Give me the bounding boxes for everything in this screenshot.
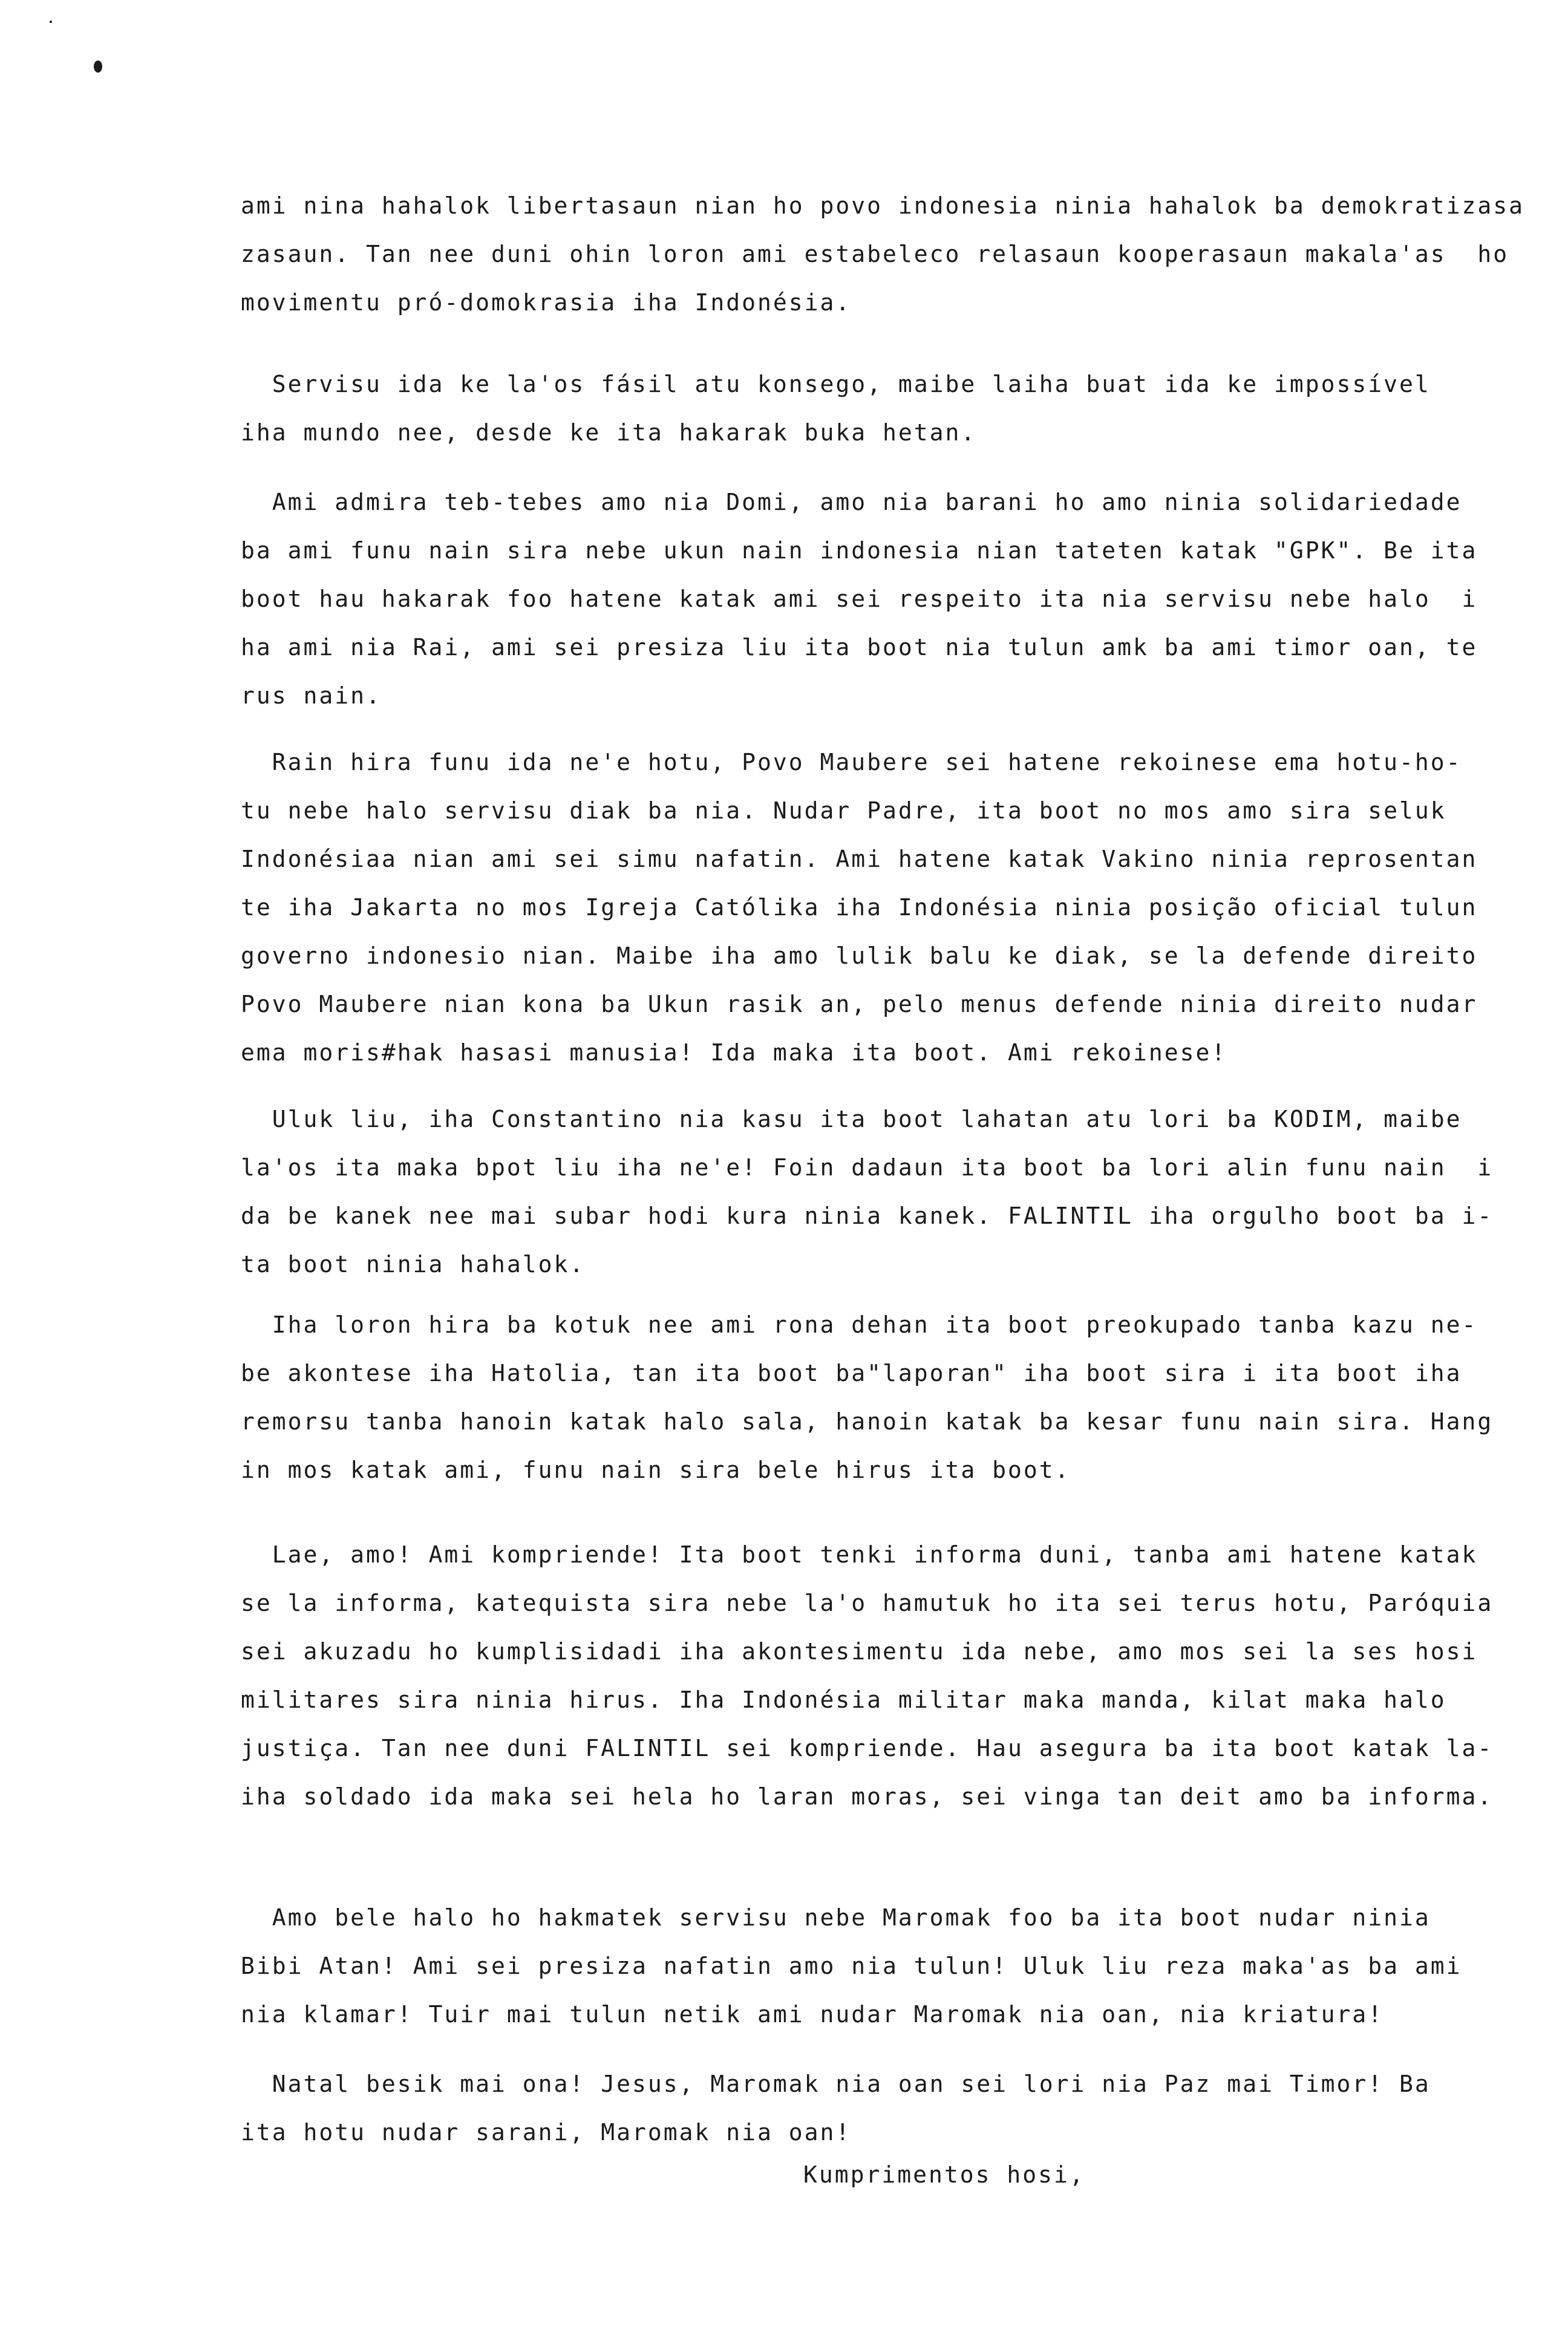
text-line: Povo Maubere nian kona ba Ukun rasik an, pelo menus defende ninia direito nudar	[241, 991, 1478, 1017]
paragraph	[241, 1530, 1493, 1821]
closing-salutation: Kumprimentos hosi,	[803, 2161, 1085, 2188]
page-speck-dot	[50, 21, 52, 23]
text-line: Lae, amo! Ami kompriende! Ita boot tenki informa duni, tanba ami hatene katak	[241, 1541, 1478, 1568]
text-line: boot hau hakarak foo hatene katak ami sei respeito ita nia servisu nebe halo i	[241, 586, 1478, 612]
text-line: be akontese iha Hatolia, tan ita boot ba"laporan" iha boot sira i ita boot iha	[241, 1360, 1462, 1386]
text-line: la'os ita maka bpot liu iha ne'e! Foin dadaun ita boot ba lori alin funu nain i	[241, 1154, 1494, 1181]
text-line: militares sira ninia hirus. Iha Indonésia militar maka manda, kilat maka halo	[241, 1686, 1446, 1713]
text-line: Ami admira teb-tebes amo nia Domi, amo nia barani ho amo ninia solidariedade	[241, 489, 1462, 515]
text-line: governo indonesio nian. Maibe iha amo lulik balu ke diak, se la defende direito	[241, 942, 1478, 969]
text-line: rus nain.	[241, 682, 382, 709]
text-line: justiça. Tan nee duni FALINTIL sei kompriende. Hau asegura ba ita boot katak la-	[241, 1735, 1494, 1761]
text-line: Amo bele halo ho hakmatek servisu nebe Maromak foo ba ita boot nudar ninia	[241, 1904, 1431, 1931]
text-line: Rain hira funu ida ne'e hotu, Povo Maubere sei hatene rekoinese ema hotu-ho-	[241, 749, 1462, 775]
text-line: Iha loron hira ba kotuk nee ami rona dehan ita boot preokupado tanba kazu ne-	[241, 1311, 1478, 1338]
text-line: te iha Jakarta no mos Igreja Católika iha Indonésia ninia posição oficial tulun	[241, 894, 1478, 921]
paragraph	[241, 1301, 1493, 1494]
text-line: Indonésiaa nian ami sei simu nafatin. Ami hatene katak Vakino ninia reprosentan	[241, 846, 1478, 872]
text-line: tu nebe halo servisu diak ba nia. Nudar Padre, ita boot no mos amo sira seluk	[241, 797, 1446, 824]
paragraph	[241, 1095, 1493, 1288]
text-line: sei akuzadu ho kumplisidadi iha akontesimentu ida nebe, amo mos sei la ses hosi	[241, 1638, 1478, 1665]
paragraph	[241, 360, 1431, 457]
text-line: Servisu ida ke la'os fásil atu konsego, maibe laiha buat ida ke impossível	[241, 371, 1431, 397]
text-line: Bibi Atan! Ami sei presiza nafatin amo nia tulun! Uluk liu reza maka'as ba ami	[241, 1953, 1462, 1979]
text-line: ba ami funu nain sira nebe ukun nain indonesia nian tateten katak "GPK". Be ita	[241, 537, 1478, 564]
page-speck-dot	[94, 60, 102, 73]
text-line: nia klamar! Tuir mai tulun netik ami nudar Maromak nia oan, nia kriatura!	[241, 2001, 1384, 2028]
text-line: Uluk liu, iha Constantino nia kasu ita boot lahatan atu lori ba KODIM, maibe	[241, 1106, 1462, 1132]
text-line: iha mundo nee, desde ke ita hakarak buka hetan.	[241, 419, 977, 446]
text-line: Natal besik mai ona! Jesus, Maromak nia oan sei lori nia Paz mai Timor! Ba	[241, 2071, 1431, 2097]
paragraph	[241, 478, 1477, 720]
text-line: remorsu tanba hanoin katak halo sala, hanoin katak ba kesar funu nain sira. Hang	[241, 1408, 1494, 1435]
text-line: da be kanek nee mai subar hodi kura ninia kanek. FALINTIL iha orgulho boot ba i-	[241, 1203, 1494, 1229]
text-line: iha soldado ida maka sei hela ho laran moras, sei vinga tan deit amo ba informa.	[241, 1783, 1494, 1810]
text-line: movimentu pró-domokrasia iha Indonésia.	[241, 289, 852, 316]
text-line: ema moris#hak hasasi manusia! Ida maka ita boot. Ami rekoinese!	[241, 1039, 1227, 1066]
paragraph	[241, 2060, 1431, 2157]
text-line: se la informa, katequista sira nebe la'o hamutuk ho ita sei terus hotu, Paróquia	[241, 1590, 1494, 1616]
text-line: ha ami nia Rai, ami sei presiza liu ita boot nia tulun amk ba ami timor oan, te	[241, 634, 1478, 661]
text-line: ami nina hahalok libertasaun nian ho povo indonesia ninia hahalok ba demokratizasa	[241, 192, 1524, 219]
text-line: ita hotu nudar sarani, Maromak nia oan!	[241, 2119, 852, 2146]
paragraph	[241, 1893, 1462, 2039]
paragraph	[241, 181, 1524, 327]
text-line: in mos katak ami, funu nain sira bele hirus ita boot.	[241, 1457, 1071, 1483]
text-line: ta boot ninia hahalok.	[241, 1251, 586, 1278]
text-line: zasaun. Tan nee duni ohin loron ami estabeleco relasaun kooperasaun makala'as ho	[241, 241, 1509, 267]
paragraph	[241, 738, 1477, 1077]
